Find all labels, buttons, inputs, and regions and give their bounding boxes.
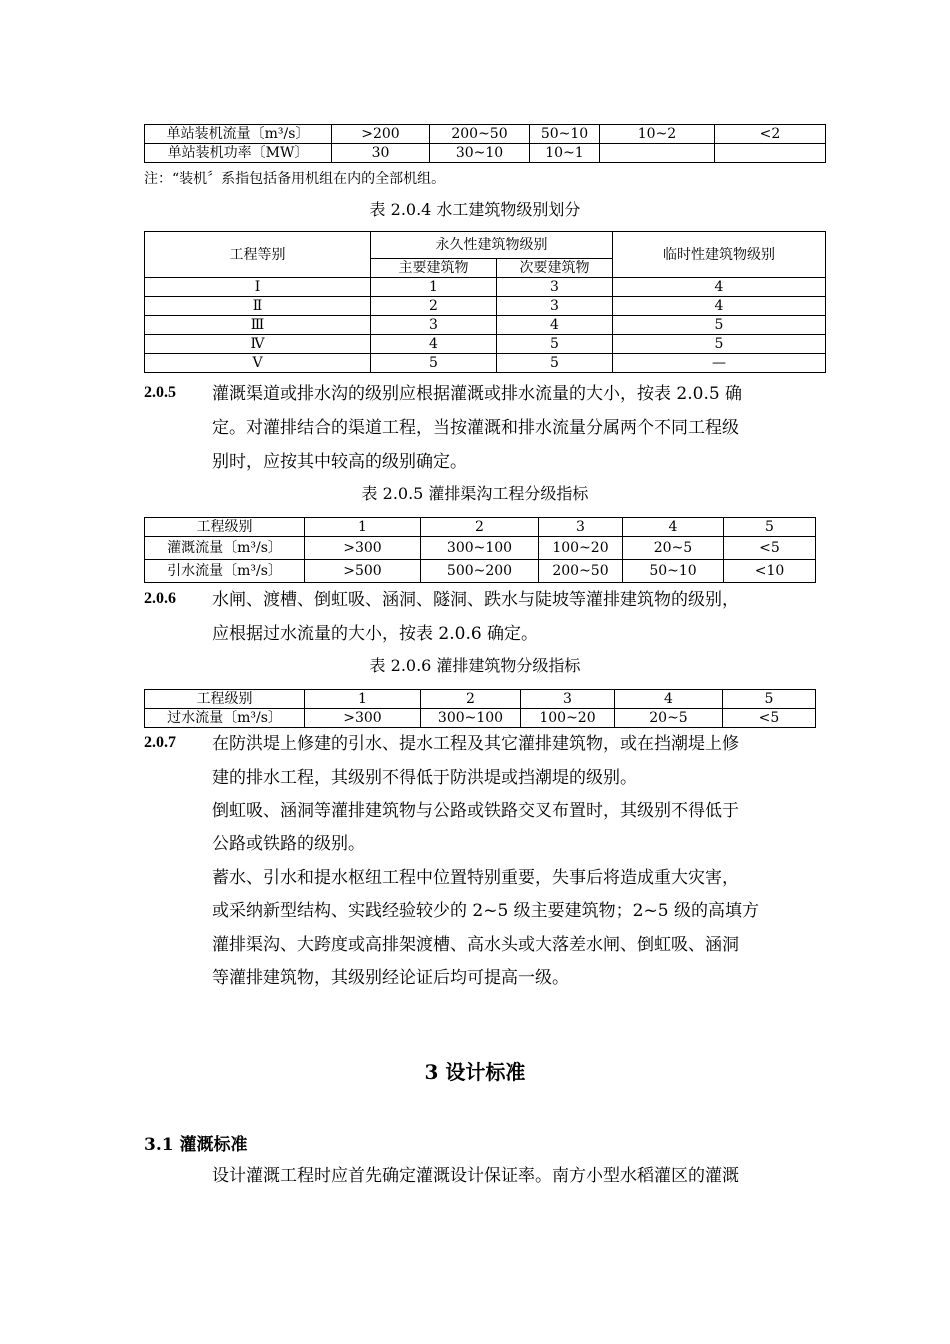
table-cell: 50~10 (530, 125, 600, 144)
table-row (145, 560, 816, 583)
clause-number: 2.0.7 (144, 734, 176, 751)
table-cell (600, 144, 715, 163)
section-title: 3.1 灌溉标准 (144, 1135, 248, 1155)
table-cell: >300 (305, 709, 421, 728)
clause-line: 别时，应按其中较高的级别确定。 (212, 452, 467, 472)
table-cell: 4 (497, 316, 613, 335)
table-cell: 过水流量〔m³/s〕 (145, 709, 305, 728)
clause-line: 灌排渠沟、大跨度或高排架渡槽、高水头或大落差水闸、倒虹吸、涵洞 (212, 935, 739, 955)
table-cell: 4 (613, 297, 826, 316)
table-cell: 10~2 (600, 125, 715, 144)
table-cell: 5 (497, 354, 613, 373)
clause-line: 蓄水、引水和提水枢纽工程中位置特别重要，失事后将造成重大灾害， (212, 868, 739, 888)
table-header-cell: 工程级别 (145, 690, 305, 709)
table-header-cell: 4 (623, 518, 724, 537)
table-cell: 3 (497, 278, 613, 297)
table-row (145, 278, 826, 297)
clause-line: 或采纳新型结构、实践经验较少的 2~5 级主要建筑物；2~5 级的高填方 (212, 901, 759, 921)
table-header-cell: 工程等别 (145, 232, 371, 278)
table-cell: — (613, 354, 826, 373)
table-cell: 5 (497, 335, 613, 354)
table-cell: <2 (715, 125, 826, 144)
table-cell: 5 (613, 335, 826, 354)
table-cell: 20~5 (623, 537, 724, 560)
table-cell: 100~20 (521, 709, 615, 728)
canal-grade-table (144, 517, 816, 583)
table-cell: 5 (613, 316, 826, 335)
table-cell: 30~10 (430, 144, 530, 163)
table-header-cell: 次要建筑物 (497, 259, 613, 278)
table-header-cell: 5 (723, 690, 816, 709)
table-cell: 灌溉流量〔m³/s〕 (145, 537, 305, 560)
table-cell: 300~100 (421, 709, 521, 728)
table-cell: 300~100 (421, 537, 539, 560)
table-cell: >300 (305, 537, 421, 560)
clause-line: 在防洪堤上修建的引水、提水工程及其它灌排建筑物，或在挡潮堤上修 (212, 734, 739, 754)
table-cell: 4 (371, 335, 497, 354)
table-header-cell: 1 (305, 518, 421, 537)
table-cell: Ⅱ (145, 297, 371, 316)
table-header-cell: 2 (421, 690, 521, 709)
building-grade-table (144, 231, 826, 373)
table-row (145, 297, 826, 316)
table-header-cell: 2 (421, 518, 539, 537)
table-note: 注：“装机〞系指包括备用机组在内的全部机组。 (144, 171, 446, 187)
table-header-cell: 4 (615, 690, 723, 709)
table-header-cell: 主要建筑物 (371, 259, 497, 278)
table-cell: 500~200 (421, 560, 539, 583)
table-cell: 100~20 (539, 537, 623, 560)
table-cell: 10~1 (530, 144, 600, 163)
table-header-cell: 3 (521, 690, 615, 709)
clause-line: 等灌排建筑物，其级别经论证后均可提高一级。 (212, 968, 569, 988)
clause-line: 水闸、渡槽、倒虹吸、涵洞、隧洞、跌水与陡坡等灌排建筑物的级别， (212, 590, 739, 610)
table-row (145, 354, 826, 373)
table-header-cell: 永久性建筑物级别 (371, 232, 613, 259)
structure-grade-table (144, 689, 816, 728)
table-cell: 单站装机流量〔m³/s〕 (145, 125, 332, 144)
table-cell: 单站装机功率〔MW〕 (145, 144, 332, 163)
table-row (145, 232, 826, 259)
table-row (145, 690, 816, 709)
table-caption: 表 2.0.6 灌排建筑物分级指标 (369, 656, 581, 675)
table-cell (715, 144, 826, 163)
table-cell: Ⅳ (145, 335, 371, 354)
table-cell: <5 (724, 537, 816, 560)
table-cell: Ⅰ (145, 278, 371, 297)
body-line: 设计灌溉工程时应首先确定灌溉设计保证率。南方小型水稻灌区的灌溉 (212, 1166, 739, 1186)
table-header-cell: 5 (724, 518, 816, 537)
table-row (145, 709, 816, 728)
table-caption: 表 2.0.4 水工建筑物级别划分 (369, 200, 581, 219)
table-cell: 3 (371, 316, 497, 335)
clause-line: 建的排水工程，其级别不得低于防洪堤或挡潮堤的级别。 (212, 768, 637, 788)
table-cell: <5 (723, 709, 816, 728)
table-cell: 5 (371, 354, 497, 373)
table-cell: 1 (371, 278, 497, 297)
install-flow-table (144, 124, 826, 163)
clause-line: 定。对灌排结合的渠道工程，当按灌溉和排水流量分属两个不同工程级 (212, 418, 739, 438)
table-row (145, 316, 826, 335)
table-cell: >500 (305, 560, 421, 583)
table-cell: 30 (332, 144, 430, 163)
table-header-cell: 3 (539, 518, 623, 537)
table-cell: 引水流量〔m³/s〕 (145, 560, 305, 583)
table-cell: 20~5 (615, 709, 723, 728)
table-row (145, 518, 816, 537)
table-cell: 4 (613, 278, 826, 297)
clause-number: 2.0.6 (144, 590, 176, 607)
clause-line: 倒虹吸、涵洞等灌排建筑物与公路或铁路交叉布置时，其级别不得低于 (212, 801, 739, 821)
chapter-title: 3 设计标准 (424, 1060, 526, 1084)
table-cell: Ⅲ (145, 316, 371, 335)
table-cell: 3 (497, 297, 613, 316)
table-cell: <10 (724, 560, 816, 583)
clause-number: 2.0.5 (144, 384, 176, 401)
table-row (145, 125, 826, 144)
table-cell: 2 (371, 297, 497, 316)
table-row (145, 537, 816, 560)
table-cell: 50~10 (623, 560, 724, 583)
table-row (145, 335, 826, 354)
table-header-cell: 1 (305, 690, 421, 709)
clause-line: 灌溉渠道或排水沟的级别应根据灌溉或排水流量的大小，按表 2.0.5 确 (212, 384, 743, 404)
table-cell: >200 (332, 125, 430, 144)
table-header-cell: 工程级别 (145, 518, 305, 537)
clause-line: 应根据过水流量的大小，按表 2.0.6 确定。 (212, 624, 539, 644)
table-caption: 表 2.0.5 灌排渠沟工程分级指标 (361, 484, 589, 503)
table-row (145, 144, 826, 163)
table-cell: 200~50 (539, 560, 623, 583)
table-cell: 200~50 (430, 125, 530, 144)
clause-line: 公路或铁路的级别。 (212, 834, 365, 854)
table-cell: Ⅴ (145, 354, 371, 373)
table-header-cell: 临时性建筑物级别 (613, 232, 826, 278)
